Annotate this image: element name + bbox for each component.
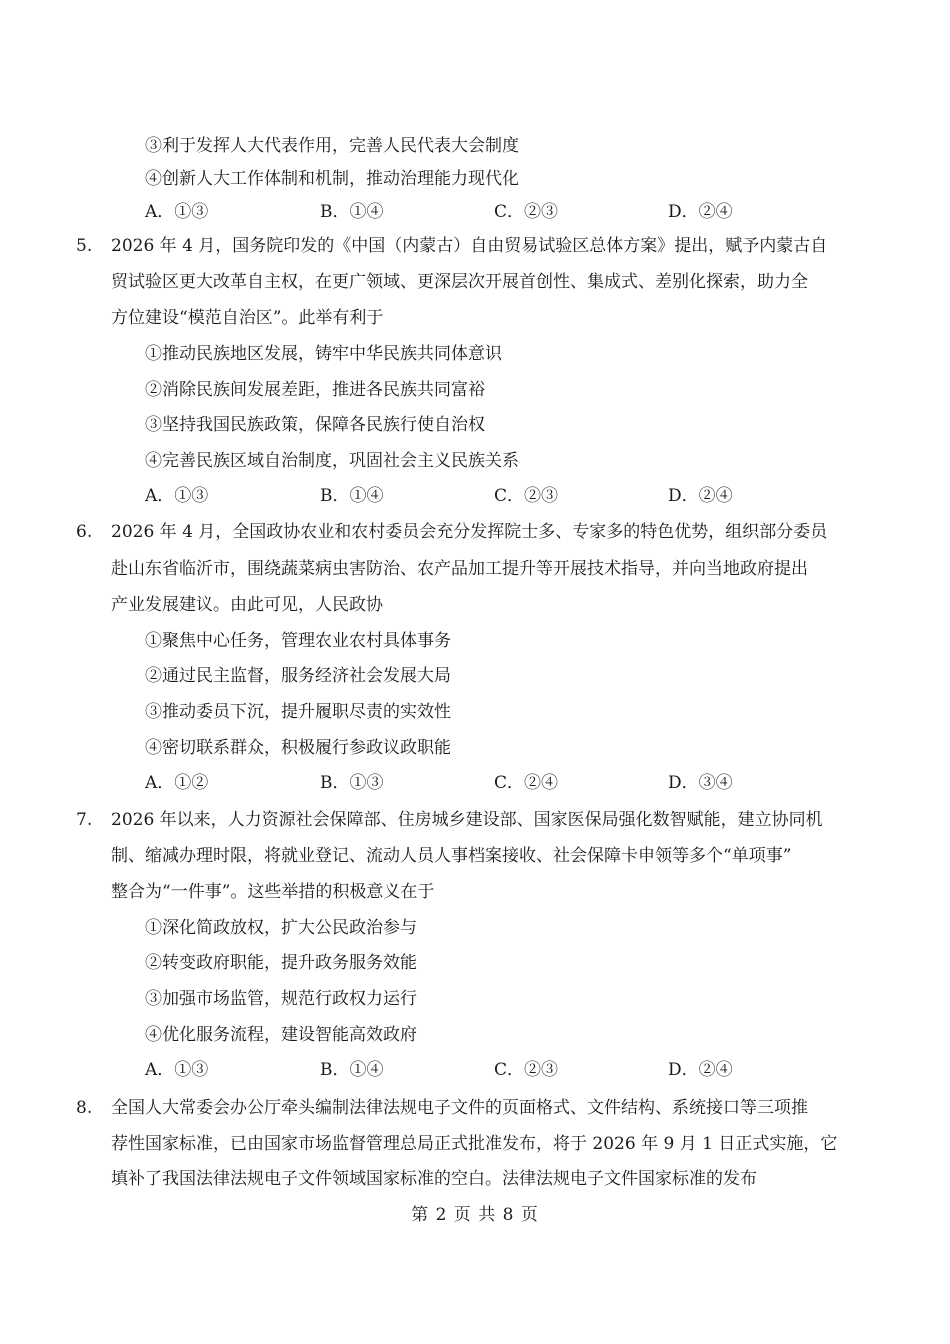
- q6-item-3: ③推动委员下沉，提升履职尽责的实效性: [145, 702, 451, 722]
- q5-option-d: D．②④: [668, 486, 733, 506]
- q8-stem-line-2: 荐性国家标准，已由国家市场监督管理总局正式批准发布，将于 2026 年 9 月 1 日正式实施，它: [111, 1134, 838, 1154]
- q5-item-3: ③坚持我国民族政策，保障各民族行使自治权: [145, 415, 485, 435]
- page-footer: 第 2 页 共 8 页: [411, 1205, 539, 1225]
- q6-stem-line-2: 赴山东省临沂市，围绕蔬菜病虫害防治、农产品加工提升等开展技术指导，并向当地政府提出: [111, 559, 808, 579]
- q6-item-2: ②通过民主监督，服务经济社会发展大局: [145, 666, 451, 686]
- q5-item-4: ④完善民族区域自治制度，巩固社会主义民族关系: [145, 451, 519, 471]
- q7-item-2: ②转变政府职能，提升政务服务效能: [145, 953, 417, 973]
- q6-option-a: A．①②: [145, 773, 209, 793]
- q8-number: 8.: [76, 1098, 93, 1118]
- q6-option-d: D．③④: [668, 773, 733, 793]
- q5-stem-line-3: 方位建设“模范自治区”。此举有利于: [111, 308, 384, 328]
- q7-stem-line-3: 整合为“一件事”。这些举措的积极意义在于: [111, 882, 435, 902]
- q5-option-b: B．①④: [320, 486, 384, 506]
- q4-option-b: B．①④: [320, 202, 384, 222]
- q5-stem-line-1: 2026 年 4 月，国务院印发的《中国（内蒙古）自由贸易试验区总体方案》提出，赋予内蒙古自: [111, 236, 828, 256]
- q4-option-a: A．①③: [145, 202, 209, 222]
- q6-option-c: C．②④: [494, 773, 559, 793]
- q7-item-4: ④优化服务流程，建设智能高效政府: [145, 1025, 417, 1045]
- q5-number: 5.: [76, 236, 93, 256]
- q4-option-c: C．②③: [494, 202, 559, 222]
- q6-option-b: B．①③: [320, 773, 384, 793]
- q5-stem-line-2: 贸试验区更大改革自主权，在更广领域、更深层次开展首创性、集成式、差别化探索，助力全: [111, 272, 808, 292]
- q4-option-d: D．②④: [668, 202, 733, 222]
- q7-option-d: D．②④: [668, 1060, 733, 1080]
- q7-option-b: B．①④: [320, 1060, 384, 1080]
- q5-item-1: ①推动民族地区发展，铸牢中华民族共同体意识: [145, 344, 502, 364]
- q7-item-1: ①深化简政放权，扩大公民政治参与: [145, 918, 417, 938]
- q5-item-2: ②消除民族间发展差距，推进各民族共同富裕: [145, 380, 485, 400]
- q6-item-4: ④密切联系群众，积极履行参政议政职能: [145, 738, 451, 758]
- q5-option-c: C．②③: [494, 486, 559, 506]
- q7-option-c: C．②③: [494, 1060, 559, 1080]
- q8-stem-line-1: 全国人大常委会办公厅牵头编制法律法规电子文件的页面格式、文件结构、系统接口等三项推: [111, 1098, 808, 1118]
- q6-stem-line-1: 2026 年 4 月，全国政协农业和农村委员会充分发挥院士多、专家多的特色优势，组织部分委员: [111, 522, 828, 542]
- q4-item-3: ③利于发挥人大代表作用，完善人民代表大会制度: [145, 136, 519, 156]
- q7-stem-line-1: 2026 年以来，人力资源社会保障部、住房城乡建设部、国家医保局强化数智赋能，建立协同机: [111, 810, 823, 830]
- q7-item-3: ③加强市场监管，规范行政权力运行: [145, 989, 417, 1009]
- q4-item-4: ④创新人大工作体制和机制，推动治理能力现代化: [145, 169, 519, 189]
- q6-number: 6.: [76, 522, 93, 542]
- q6-item-1: ①聚焦中心任务，管理农业农村具体事务: [145, 631, 451, 651]
- q7-number: 7.: [76, 810, 93, 830]
- q6-stem-line-3: 产业发展建议。由此可见，人民政协: [111, 595, 383, 615]
- q7-option-a: A．①③: [145, 1060, 209, 1080]
- q7-stem-line-2: 制、缩减办理时限，将就业登记、流动人员人事档案接收、社会保障卡申领等多个“单项事”: [111, 846, 792, 866]
- q8-stem-line-3: 填补了我国法律法规电子文件领域国家标准的空白。法律法规电子文件国家标准的发布: [111, 1169, 757, 1189]
- q5-option-a: A．①③: [145, 486, 209, 506]
